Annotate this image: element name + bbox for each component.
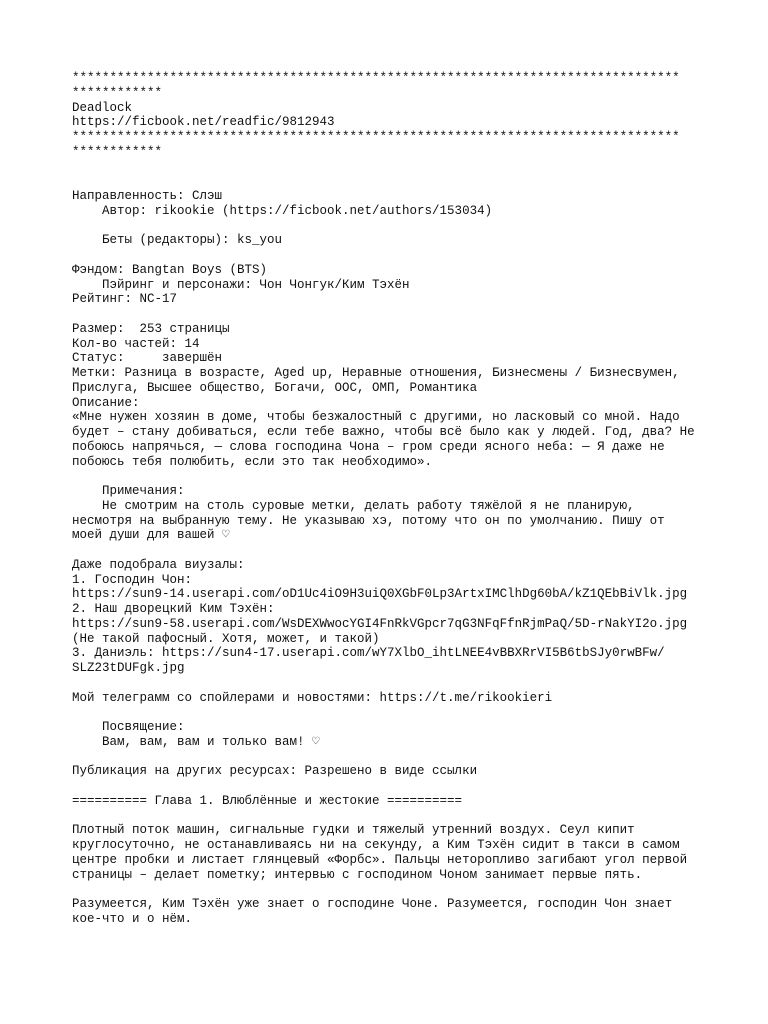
text-line: 3. Даниэль: https://sun4-17.userapi.com/wY7XlbO_ihtLNEE4vBBXRrVI5B6tbSJy0rwBFw/: [72, 646, 665, 661]
text-line: круглосуточно, не останавливаясь ни на секунду, а Ким Тэхён сидит в такси в самом: [72, 838, 680, 852]
text-line: ************: [72, 144, 163, 159]
text-line: [72, 219, 712, 234]
text-line: Примечания:: [72, 484, 185, 498]
text-line: Deadlock: [72, 100, 133, 115]
text-line: Описание:: [72, 395, 140, 410]
text-line: [72, 809, 712, 824]
text-line: моей души для вашей ♡: [72, 528, 230, 543]
text-line: центре пробки и листает глянцевый «Форбс». Пальцы неторопливо загибают угол первой: [72, 852, 688, 867]
text-line: ************: [72, 85, 163, 100]
text-line: [72, 160, 712, 175]
text-line: *********************************************************************************: [72, 71, 680, 85]
text-line: 1. Господин Чон:: [72, 572, 193, 587]
text-line: 2. Наш дворецкий Ким Тэхён:: [72, 602, 275, 616]
text-line: Прислуга, Высшее общество, Богачи, ООС, ОМП, Романтика: [72, 380, 478, 395]
text-line: [72, 779, 712, 794]
text-line: Кол-во частей: 14: [72, 336, 200, 351]
text-line: Вам, вам, вам и только вам! ♡: [72, 734, 320, 749]
text-line: Размер: 253 страницы: [72, 321, 230, 336]
text-line: Разумеется, Ким Тэхён уже знает о господине Чоне. Разумеется, господин Чон знает: [72, 897, 673, 911]
text-line: https://sun9-58.userapi.com/WsDEXWwocYGI4FnRkVGpcr7qG3NFqFfnRjmPaQ/5D-rNakYI2o.jpg: [72, 616, 688, 631]
text-line: Мой телеграмм со спойлерами и новостями: https://t.me/rikookieri: [72, 690, 553, 705]
text-line: побоюсь тебя полюбить, если это так необходимо».: [72, 454, 433, 469]
text-line: [72, 750, 712, 765]
text-line: https://sun9-14.userapi.com/oD1Uc4iO9H3uiQ0XGbF0Lp3ArtxIMClhDg60bA/kZ1QEbBiVlk.jpg: [72, 587, 688, 602]
text-line: ========== Глава 1. Влюблённые и жестокие ==========: [72, 793, 463, 808]
text-line: [72, 676, 712, 691]
text-line: Автор: rikookie (https://ficbook.net/authors/153034): [72, 203, 493, 218]
text-line: [72, 469, 712, 484]
text-line: [72, 882, 712, 897]
text-line: [72, 307, 712, 322]
text-line: (Не такой пафосный. Хотя, может, и такой): [72, 631, 380, 646]
text-line: страницы – делает пометку; интервью с господином Чоном занимает первые пять.: [72, 867, 643, 882]
text-line: Фэндом: Bangtan Boys (BTS): [72, 262, 268, 277]
text-line: кое-что и о нём.: [72, 911, 193, 926]
text-line: Плотный поток машин, сигнальные гудки и тяжелый утренний воздух. Сеул кипит: [72, 823, 635, 838]
text-line: SLZ23tDUFgk.jpg: [72, 661, 185, 675]
text-line: Направленность: Слэш: [72, 189, 223, 203]
text-line: Посвящение:: [72, 720, 185, 734]
text-line: побоюсь напрячься, — слова господина Чона – гром среди ясного неба: — Я даже не: [72, 439, 665, 454]
text-line: будет – стану добиваться, если тебе важно, чтобы всё было как у людей. Год, два? Не: [72, 425, 695, 439]
document-text: [72, 71, 712, 927]
text-line: Беты (редакторы): ks_you: [72, 233, 283, 248]
text-line: Метки: Разница в возрасте, Aged up, Неравные отношения, Бизнесмены / Бизнесвумен,: [72, 366, 680, 380]
text-line: [72, 543, 712, 558]
text-line: Не смотрим на столь суровые метки, делать работу тяжёлой я не планирую,: [72, 498, 635, 513]
text-line: Рейтинг: NC-17: [72, 292, 178, 307]
text-line: Статус: завершён: [72, 351, 223, 366]
text-line: *********************************************************************************: [72, 130, 680, 144]
text-line: [72, 174, 712, 189]
text-line: Пэйринг и персонажи: Чон Чонгук/Ким Тэхён: [72, 277, 410, 292]
text-line: https://ficbook.net/readfic/9812943: [72, 115, 335, 130]
text-line: [72, 248, 712, 263]
text-line: несмотря на выбранную тему. Не указываю хэ, потому что он по умолчанию. Пишу от: [72, 513, 665, 528]
text-line: [72, 705, 712, 720]
text-line: Публикация на других ресурсах: Разрешено в виде ссылки: [72, 764, 478, 779]
text-line: Даже подобрала виузалы:: [72, 557, 245, 572]
text-line: «Мне нужен хозяин в доме, чтобы безжалостный с другими, но ласковый со мной. Надо: [72, 410, 680, 425]
